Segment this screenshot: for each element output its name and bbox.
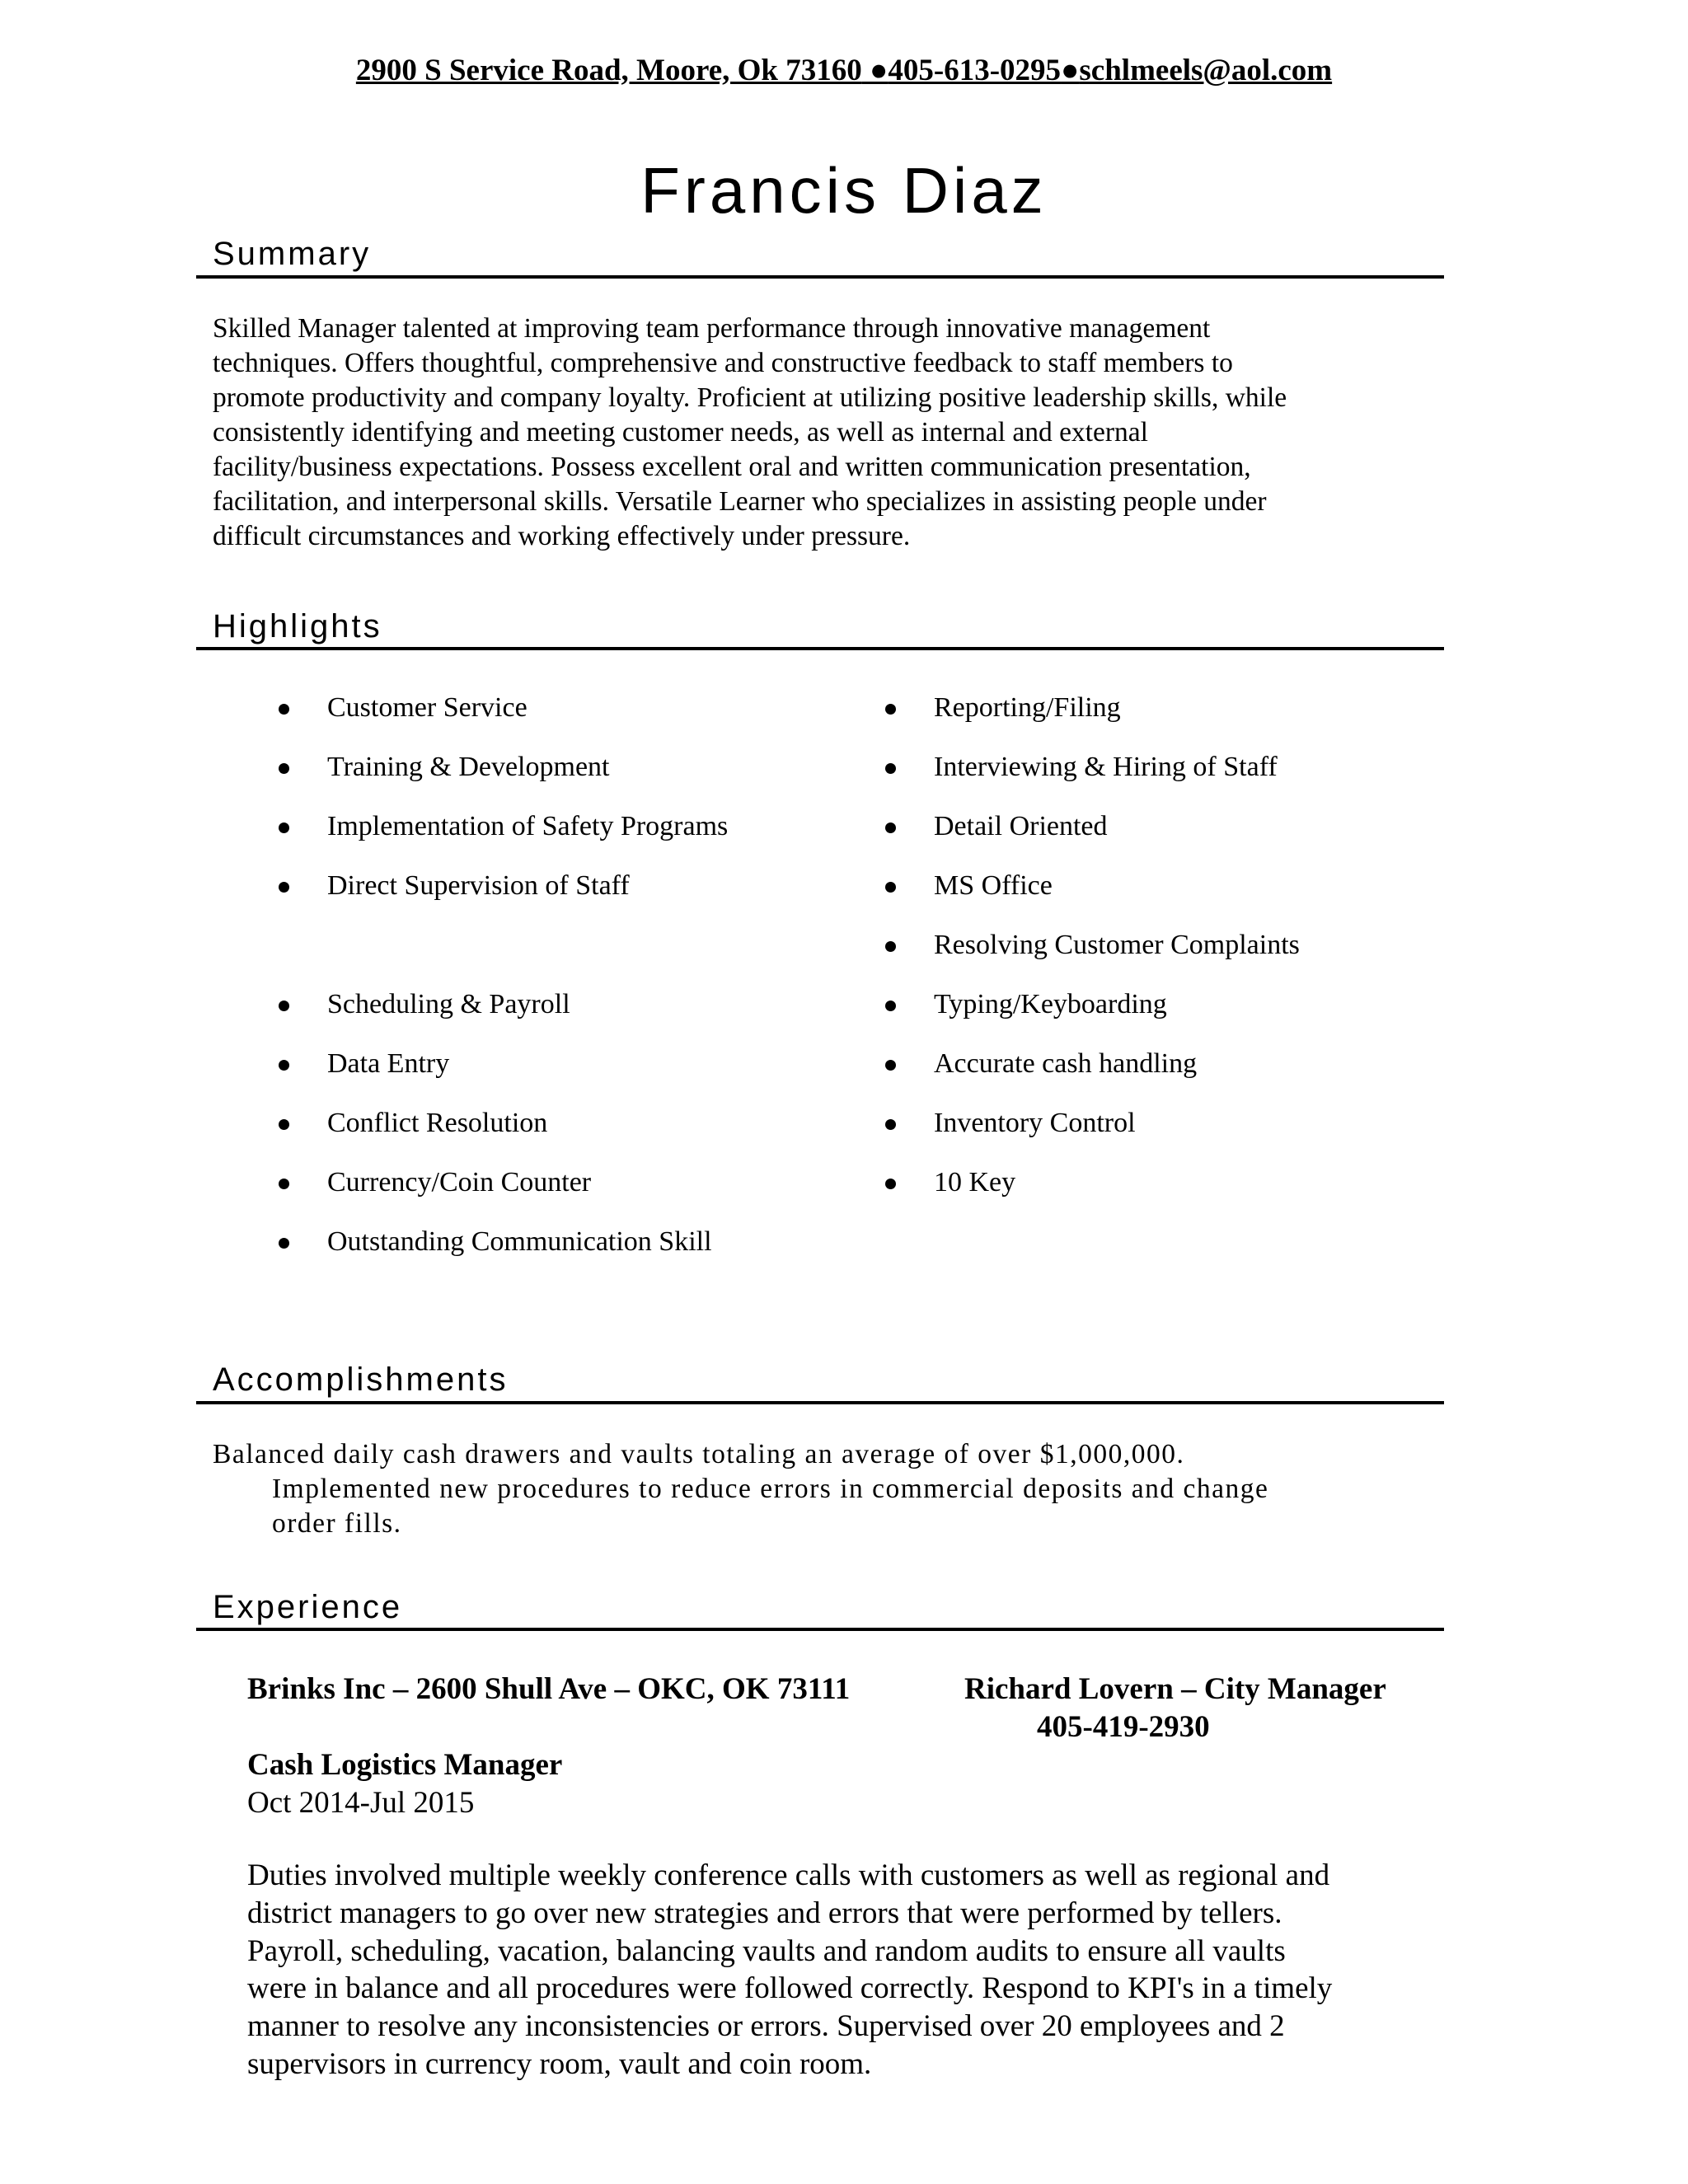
experience-heading: Experience [213, 1589, 403, 1625]
bullet-icon [885, 1001, 896, 1011]
summary-line: facility/business expectations. Possess excellent oral and written communication presentation, [213, 452, 1251, 482]
summary-line: facilitation, and interpersonal skills. Versatile Learner who specializes in assisting people under [213, 486, 1267, 517]
bullet-icon [885, 941, 896, 952]
summary-line: Skilled Manager talented at improving team performance through innovative management [213, 313, 1211, 344]
bullet-icon [885, 1119, 896, 1130]
bullet-icon [279, 704, 289, 715]
bullet-icon [279, 1238, 289, 1249]
bullet-icon [279, 1119, 289, 1130]
bullet-icon [279, 882, 289, 893]
accomplishment-line: Balanced daily cash drawers and vaults totaling an average of over $1,000,000. [213, 1439, 1185, 1469]
contact-phone: 405-613-0295 [888, 54, 1062, 87]
reference-phone: 405-419-2930 [1037, 1710, 1210, 1744]
contact-line [0, 53, 1688, 88]
bullet-icon [885, 763, 896, 774]
accomplishments-text [213, 1437, 1449, 1541]
accomplishment-line: order fills. [272, 1508, 402, 1539]
duty-line: manner to resolve any inconsistencies or errors. Supervised over 20 employees and 2 [247, 2009, 1285, 2044]
bullet-icon [885, 1179, 896, 1189]
bullet-icon [885, 882, 896, 893]
summary-line: techniques. Offers thoughtful, comprehensive and constructive feedback to staff members to [213, 348, 1233, 378]
duty-line: Payroll, scheduling, vacation, balancing vaults and random audits to ensure all vaults [247, 1933, 1286, 1968]
accomplishments-heading: Accomplishments [213, 1361, 509, 1398]
employer: Brinks Inc – 2600 Shull Ave – OKC, OK 73111 [247, 1672, 851, 1706]
candidate-name: Francis Diaz [640, 154, 1048, 227]
name-container [0, 148, 1688, 227]
contact-separator: ● [1061, 54, 1080, 87]
bullet-icon [279, 763, 289, 774]
bullet-icon [279, 1001, 289, 1011]
section-divider [196, 647, 1444, 650]
section-divider [196, 1628, 1444, 1631]
reference-contact: Richard Lovern – City Manager [964, 1672, 1386, 1706]
contact-address: 2900 S Service Road, Moore, Ok 73160 [355, 54, 862, 87]
summary-line: consistently identifying and meeting customer needs, as well as internal and external [213, 417, 1148, 448]
job-title: Cash Logistics Manager [247, 1748, 563, 1782]
duty-line: district managers to go over new strategies and errors that were performed by tellers. [247, 1896, 1282, 1930]
job-dates: Oct 2014-Jul 2015 [247, 1786, 475, 1820]
duty-line: Duties involved multiple weekly conference calls with customers as well as regional and [247, 1858, 1330, 1892]
bullet-icon [279, 823, 289, 833]
bullet-icon [279, 1179, 289, 1189]
section-divider [196, 1401, 1444, 1404]
summary-heading: Summary [213, 236, 372, 272]
accomplishment-line: Implemented new procedures to reduce errors in commercial deposits and change [272, 1474, 1269, 1504]
summary-line: promote productivity and company loyalty. Proficient at utilizing positive leadership skills, while [213, 382, 1287, 413]
bullet-icon [885, 704, 896, 715]
contact-email[interactable]: schlmeels@aol.com [1079, 54, 1333, 87]
summary-text [213, 312, 1449, 554]
duty-line: supervisors in currency room, vault and coin room. [247, 2046, 872, 2081]
duty-line: were in balance and all procedures were followed correctly. Respond to KPI's in a timely [247, 1971, 1333, 2006]
summary-line: difficult circumstances and working effectively under pressure. [213, 521, 911, 551]
highlights-heading: Highlights [213, 608, 382, 644]
bullet-icon [885, 1060, 896, 1071]
job-duties [247, 1857, 1442, 2083]
bullet-icon [279, 1060, 289, 1071]
section-divider [196, 275, 1444, 279]
bullet-icon [885, 823, 896, 833]
contact-separator: ● [861, 54, 889, 87]
